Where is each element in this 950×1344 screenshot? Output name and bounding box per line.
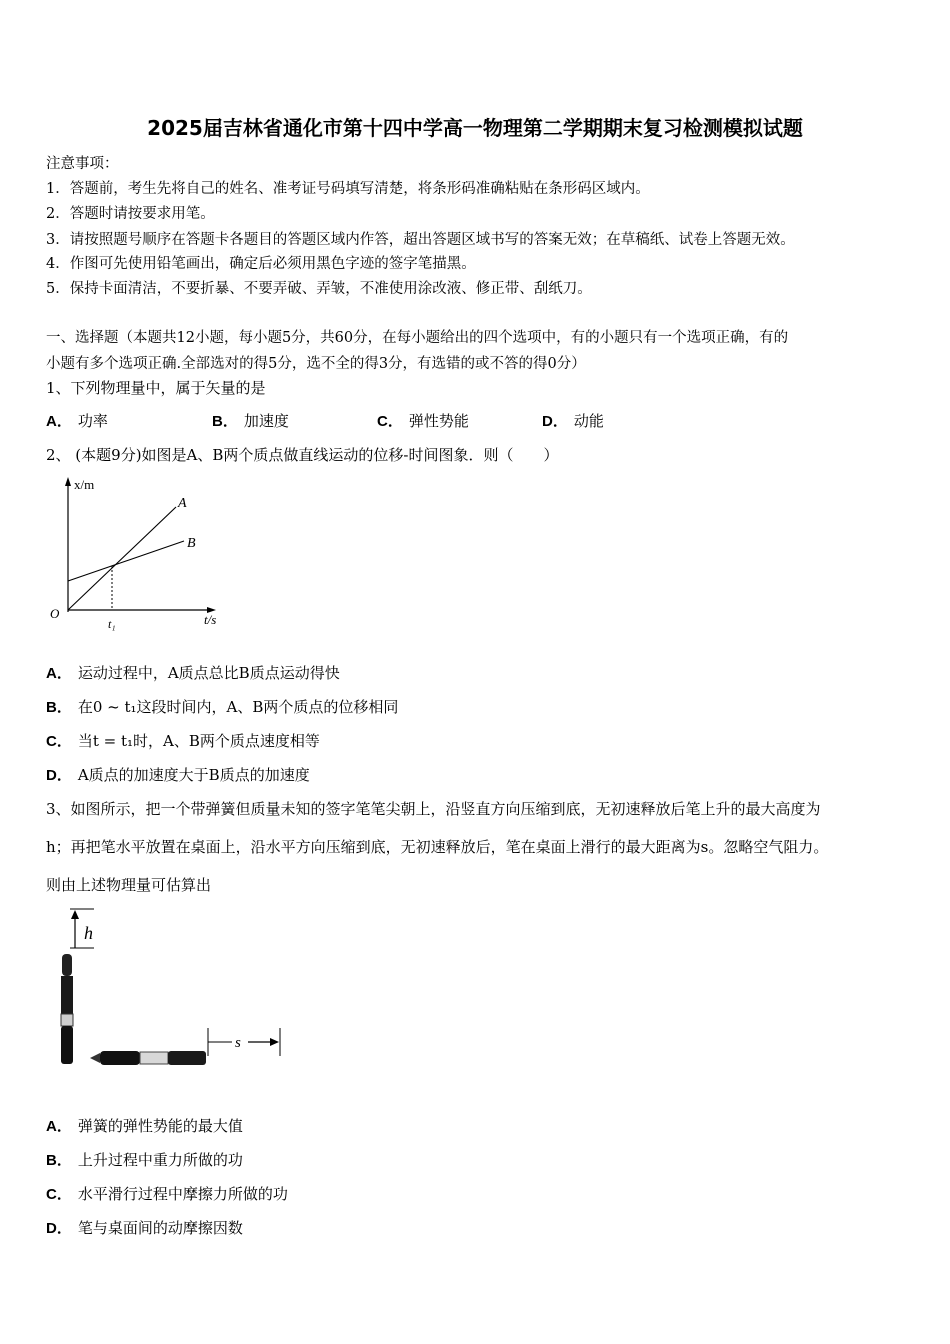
y-axis-arrow-icon: [65, 477, 71, 486]
section-instructions-line2: 小题有多个选项正确.全部选对的得5分，选不全的得3分，有选错的或不答的得0分）: [46, 356, 586, 372]
x-axis-label: t/s: [204, 612, 217, 627]
question-3-line3: 则由上述物理量可估算出: [46, 876, 212, 894]
pen-figure: [44, 906, 290, 1074]
q1-option-b[interactable]: B． 加速度: [212, 412, 289, 430]
q3-option-a[interactable]: A． 弹簧的弹性势能的最大值: [46, 1117, 243, 1135]
q3-option-d[interactable]: D． 笔与桌面间的动摩擦因数: [46, 1219, 243, 1237]
up-arrow-icon: [71, 910, 79, 919]
vertical-pen-icon: [61, 954, 73, 1064]
horizontal-pen-icon: [90, 1051, 206, 1065]
notice-item: 5．保持卡面清洁，不要折暴、不要弄破、弄皱，不准使用涂改液、修正带、刮纸刀。: [46, 281, 592, 297]
line-a: [68, 507, 176, 610]
q3-option-b[interactable]: B． 上升过程中重力所做的功: [46, 1151, 243, 1169]
line-b-label: B: [187, 536, 196, 551]
q3-option-c[interactable]: C． 水平滑行过程中摩擦力所做的功: [46, 1185, 288, 1203]
t1-label: t₁: [108, 617, 116, 631]
y-axis-label: x/m: [74, 477, 95, 492]
origin-label: O: [50, 606, 60, 621]
q2-option-c[interactable]: C． 当t = t₁时，A、B两个质点速度相等: [46, 732, 320, 750]
q2-option-b[interactable]: B． 在0 ~ t₁这段时间内，A、B两个质点的位移相同: [46, 698, 399, 716]
question-2-stem: 2、 (本题9分)如图是A、B两个质点做直线运动的位移-时间图象．则（ ）: [46, 446, 559, 464]
question-1-stem: 1、下列物理量中，属于矢量的是: [46, 379, 266, 397]
notice-item: 4．作图可先使用铅笔画出，确定后必须用黑色字迹的签字笔描黑。: [46, 256, 476, 272]
notice-heading: 注意事项：: [46, 156, 119, 172]
right-arrow-icon: [270, 1038, 279, 1046]
section-instructions-line1: 一、选择题（本题共12小题，每小题5分，共60分，在每小题给出的四个选项中，有的小题只有一个选项正确，有的: [46, 330, 789, 346]
q2-option-a[interactable]: A． 运动过程中，A质点总比B质点运动得快: [46, 664, 340, 682]
q1-option-d[interactable]: D． 动能: [542, 412, 604, 430]
q1-option-c[interactable]: C． 弹性势能: [377, 412, 469, 430]
question-3-line1: 3、如图所示，把一个带弹簧但质量未知的签字笔笔尖朝上，沿竖直方向压缩到底，无初速释放后笔上升的最大高度为: [46, 800, 821, 818]
notice-item: 1．答题前，考生先将自己的姓名、准考证号码填写清楚，将条形码准确粘贴在条形码区域内。: [46, 181, 650, 197]
q1-option-a[interactable]: A． 功率: [46, 412, 108, 430]
line-b: [68, 541, 184, 581]
s-label: s: [235, 1035, 241, 1051]
notice-item: 3．请按照题号顺序在答题卡各题目的答题区域内作答，超出答题区域书写的答案无效；在草稿纸、试卷上答题无效。: [46, 232, 795, 248]
position-time-graph: [44, 474, 234, 636]
h-label: h: [84, 923, 93, 943]
question-3-line2: h；再把笔水平放置在桌面上，沿水平方向压缩到底，无初速释放后，笔在桌面上滑行的最大距离为s。忽略空气阻力。: [46, 838, 829, 856]
line-a-label: A: [178, 496, 187, 511]
notice-item: 2．答题时请按要求用笔。: [46, 206, 215, 222]
page-title: 2025届吉林省通化市第十四中学高一物理第二学期期末复习检测模拟试题: [147, 116, 803, 140]
q2-option-d[interactable]: D． A质点的加速度大于B质点的加速度: [46, 766, 310, 784]
